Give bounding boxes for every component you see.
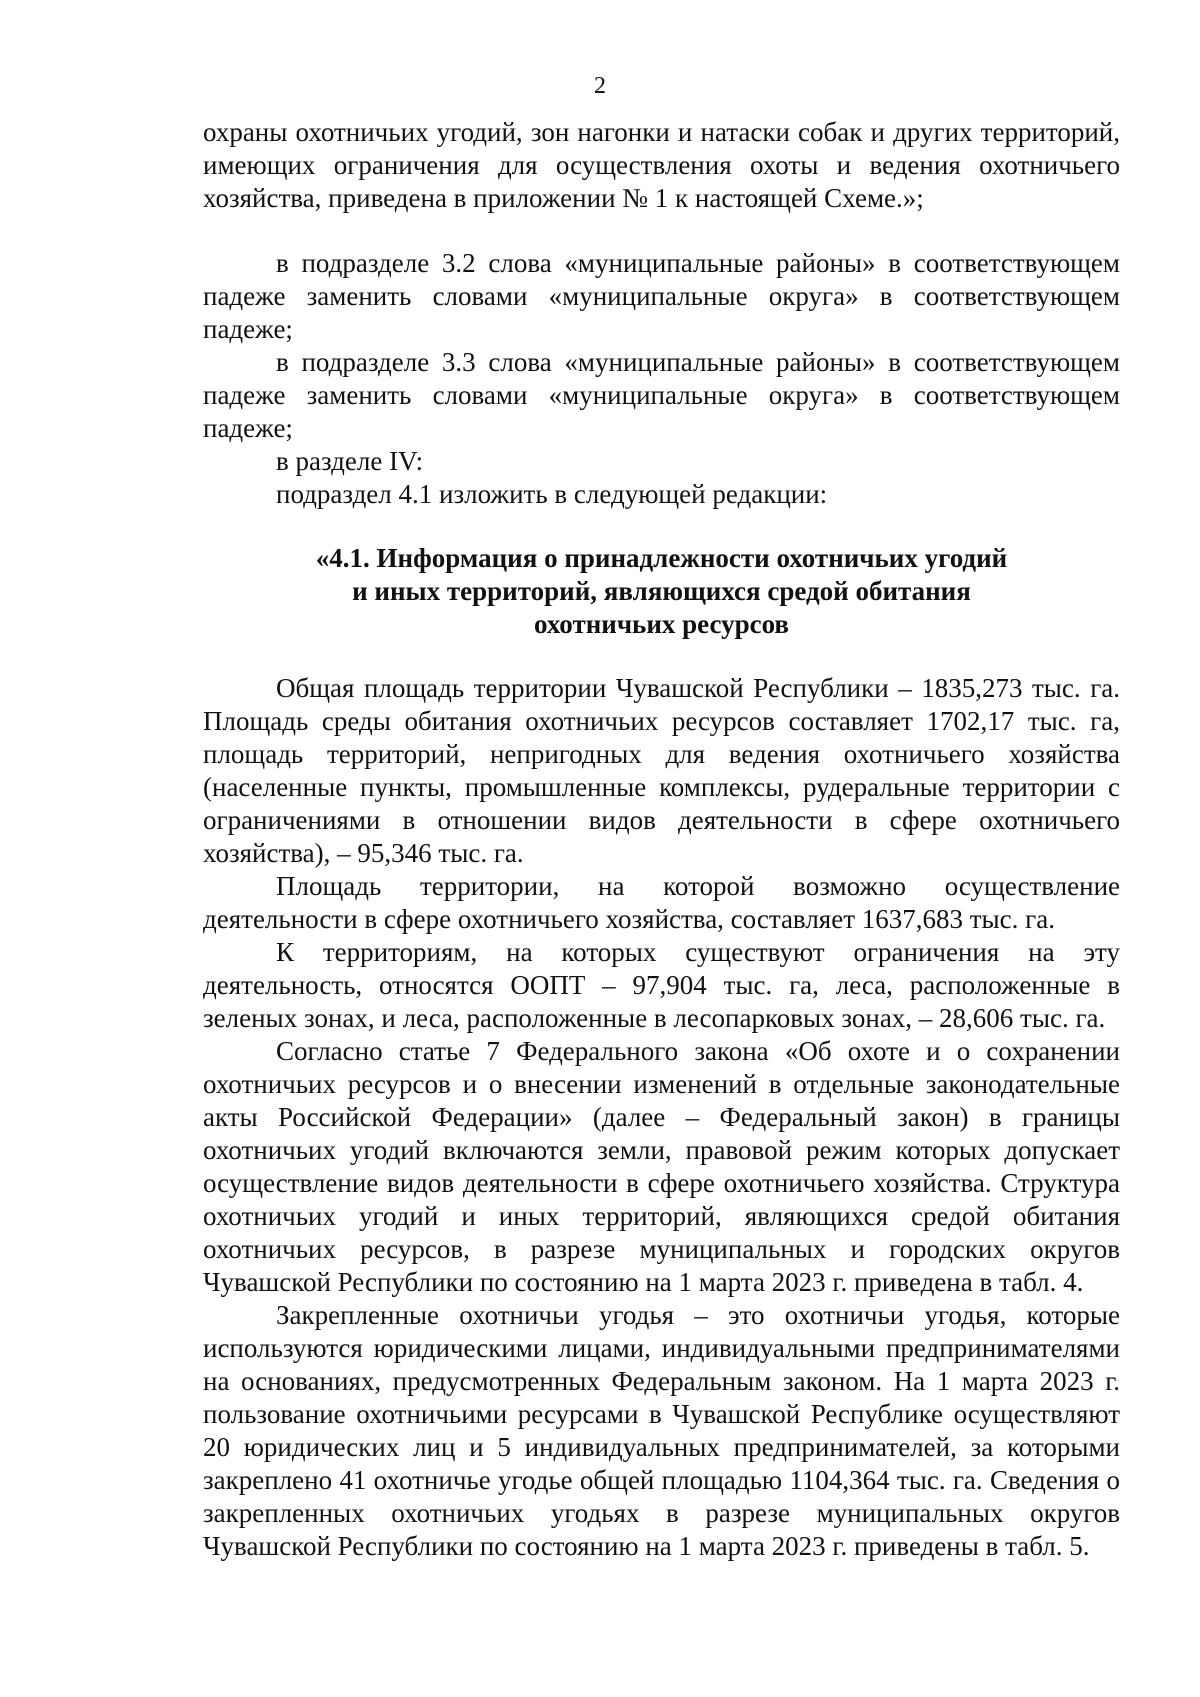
body-paragraph: К территориям, на которых существуют ограничения на эту деятельность, относятся ООПТ – 97,904 тыс. га, леса, расположенные в зеленых зонах, и леса, расположенные в лесопарковых зонах, – 28,606 тыс. га.	[203, 937, 1120, 1033]
section-heading-line: охотничьих ресурсов	[534, 609, 789, 639]
section-heading-line: «4.1. Информация о принадлежности охотничьих угодий	[315, 543, 1008, 573]
document-body	[203, 116, 1120, 1563]
body-paragraph: Площадь территории, на которой возможно осуществление деятельности в сфере охотничьего хозяйства, составляет 1637,683 тыс. га.	[203, 871, 1120, 934]
amendment-paragraph: подраздел 4.1 изложить в следующей редакции:	[276, 479, 828, 509]
section-heading	[203, 542, 1120, 641]
section-heading-line: и иных территорий, являющихся средой обитания	[352, 576, 971, 606]
amendment-paragraph: в подразделе 3.2 слова «муниципальные районы» в соответствующем падеже заменить словами «муниципальные округа» в соответствующем падеже;	[203, 248, 1120, 344]
paragraph-gap	[203, 215, 1120, 247]
body-paragraph: Общая площадь территории Чувашской Республики – 1835,273 тыс. га. Площадь среды обитания охотничьих ресурсов составляет 1702,17 тыс. га, площадь территорий, непригодных для ведения охотничьего хозяйства (населенные пункты, промышленные комплексы, рудеральные территории с ограничениями в отношении видов деятельности в сфере охотничьего хозяйства), – 95,346 тыс. га.	[203, 673, 1120, 868]
amendment-paragraph: в подразделе 3.3 слова «муниципальные районы» в соответствующем падеже заменить словами «муниципальные округа» в соответствующем падеже;	[203, 347, 1120, 443]
body-paragraph: Закрепленные охотничьи угодья – это охотничьи угодья, которые используются юридическими лицами, индивидуальными предпринимателями на основаниях, предусмотренных Федеральным законом. На 1 марта 2023 г. пользование охотничьими ресурсами в Чувашской Республике осуществляют 20 юридических лиц и 5 индивидуальных предпринимателей, за которыми закреплено 41 охотничье угодье общей площадью 1104,364 тыс. га. Сведения о закрепленных охотничьих угодьях в разрезе муниципальных округов Чувашской Республики по состоянию на 1 марта 2023 г. приведены в табл. 5.	[203, 1300, 1120, 1561]
intro-paragraph: охраны охотничьих угодий, зон нагонки и натаски собак и других территорий, имеющих ограничения для осуществления охоты и ведения охотничьего хозяйства, приведена в приложении № 1 к настоящей Схеме.»;	[203, 117, 1120, 213]
amendment-paragraph: в разделе IV:	[276, 446, 424, 476]
body-paragraph: Согласно статье 7 Федерального закона «Об охоте и о сохранении охотничьих ресурсов и о внесении изменений в отдельные законодательные акты Российской Федерации» (далее – Федеральный закон) в границы охотничьих угодий включаются земли, правовой режим которых допускает осуществление видов деятельности в сфере охотничьего хозяйства. Структура охотничьих угодий и иных территорий, являющихся средой обитания охотничьих ресурсов, в разрезе муниципальных и городских округов Чувашской Республики по состоянию на 1 марта 2023 г. приведена в табл. 4.	[203, 1036, 1120, 1297]
page-number: 2	[594, 73, 606, 99]
